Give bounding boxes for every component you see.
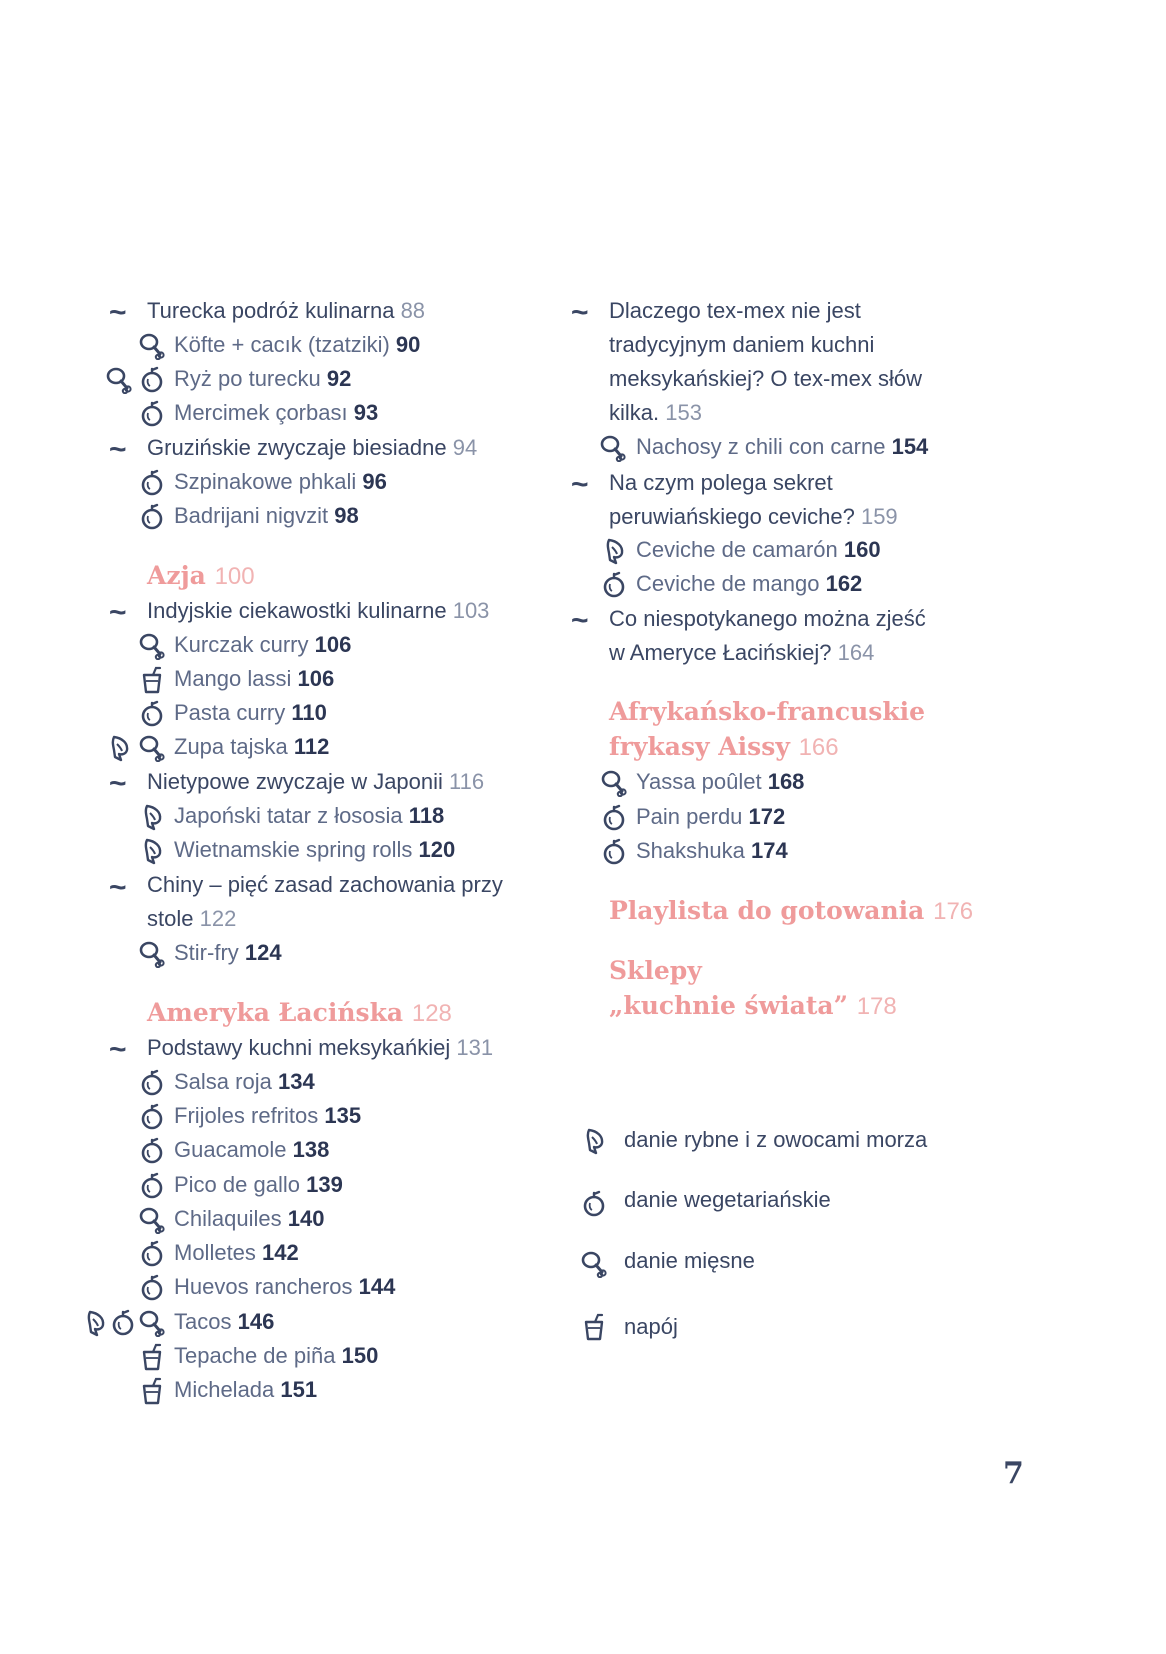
section-heading-sklepy-cont[interactable] — [609, 988, 897, 1025]
toc-entry-tacos[interactable] — [174, 1304, 274, 1340]
entry-title: Nachosy z chili con carne — [636, 434, 886, 459]
entry-title: kilka. — [609, 400, 660, 425]
entry-page: 138 — [292, 1137, 330, 1162]
entry-page: 116 — [449, 769, 485, 794]
toc-entry-pasta[interactable] — [174, 695, 327, 731]
entry-title: Badrijani nigvzit — [174, 503, 329, 528]
toc-entry-wietnamskie[interactable] — [174, 832, 455, 868]
vegetable-icon — [601, 838, 627, 866]
fish-icon — [139, 803, 165, 831]
toc-entry-ceviche-camaron[interactable] — [636, 532, 881, 568]
tilde-icon: ~ — [109, 296, 127, 329]
entry-page: 103 — [452, 598, 490, 623]
entry-title: Pasta curry — [174, 700, 286, 725]
entry-title: peruwiańskiego ceviche? — [609, 504, 855, 529]
toc-entry-nachosy[interactable] — [636, 429, 928, 465]
vegetable-icon — [139, 700, 165, 728]
entry-title: Nietypowe zwyczaje w Japonii — [147, 769, 443, 794]
toc-entry-co-niespotykanego-cont[interactable] — [609, 635, 874, 671]
entry-title: Köfte + cacık (tzatziki) — [174, 332, 390, 357]
toc-entry-badrijani[interactable] — [174, 498, 359, 534]
entry-title: Mango lassi — [174, 666, 292, 691]
toc-entry-japonski[interactable] — [174, 798, 444, 834]
entry-title: Turecka podróż kulinarna — [147, 298, 395, 323]
entry-title: Yassa poûlet — [636, 769, 762, 794]
entry-page: 144 — [358, 1274, 396, 1299]
meat-drumstick-icon — [139, 632, 165, 660]
entry-title: Mercimek çorbası — [174, 400, 348, 425]
entry-title: Molletes — [174, 1240, 256, 1265]
entry-page: 159 — [860, 504, 898, 529]
tilde-icon: ~ — [571, 296, 589, 329]
meat-drumstick-icon — [106, 366, 132, 394]
entry-page: 139 — [306, 1172, 343, 1197]
meat-drumstick-icon — [581, 1250, 607, 1278]
entry-page: 90 — [395, 332, 421, 357]
toc-entry-podstawy[interactable] — [147, 1030, 493, 1066]
vegetable-icon — [139, 1172, 165, 1200]
entry-page: 134 — [277, 1069, 315, 1094]
entry-title: Chilaquiles — [174, 1206, 282, 1231]
vegetable-icon — [139, 1240, 165, 1268]
entry-page: 172 — [748, 804, 786, 829]
vegetable-icon — [581, 1190, 607, 1218]
entry-page: 92 — [326, 366, 352, 391]
toc-entry-michelada[interactable] — [174, 1372, 317, 1408]
toc-entry-chilaquiles[interactable] — [174, 1201, 324, 1237]
toc-entry-dlaczego-cont[interactable] — [609, 361, 922, 397]
entry-title: Indyjskie ciekawostki kulinarne — [147, 598, 447, 623]
drink-cup-icon — [139, 666, 165, 694]
section-title: Sklepy — [609, 956, 702, 985]
section-heading-afrykansko[interactable] — [609, 694, 925, 730]
toc-entry-frijoles[interactable] — [174, 1098, 361, 1134]
toc-entry-pain[interactable] — [636, 799, 785, 835]
entry-title: Michelada — [174, 1377, 275, 1402]
entry-title: Gruzińskie zwyczaje biesiadne — [147, 435, 447, 460]
section-page: 166 — [798, 734, 839, 761]
toc-entry-kurczak[interactable] — [174, 627, 351, 663]
entry-page: 131 — [456, 1035, 494, 1060]
entry-title: Tepache de piña — [174, 1343, 336, 1368]
toc-entry-ceviche-mango[interactable] — [636, 566, 862, 602]
entry-page: 96 — [362, 469, 387, 494]
fish-icon — [601, 537, 627, 565]
vegetable-icon — [601, 804, 627, 832]
drink-cup-icon — [581, 1313, 607, 1341]
meat-drumstick-icon — [139, 1206, 165, 1234]
entry-title: Salsa roja — [174, 1069, 272, 1094]
entry-title: Dlaczego tex-mex nie jest — [609, 298, 861, 323]
toc-entry-shakshuka[interactable] — [636, 833, 788, 869]
section-page: 100 — [214, 563, 255, 590]
toc-entry-szpinakowe[interactable] — [174, 464, 387, 500]
entry-page: 164 — [837, 640, 875, 665]
toc-entry-chiny-cont[interactable] — [147, 901, 236, 937]
vegetable-icon — [601, 571, 627, 599]
entry-title: Kurczak curry — [174, 632, 309, 657]
entry-page: 98 — [334, 503, 359, 528]
section-page: 128 — [411, 1000, 452, 1027]
entry-title: Tacos — [174, 1309, 232, 1334]
section-title: Playlista do gotowania — [609, 896, 925, 925]
tilde-icon: ~ — [571, 468, 589, 501]
entry-page: 135 — [324, 1103, 362, 1128]
tilde-icon: ~ — [109, 767, 127, 800]
toc-entry-naczym[interactable] — [609, 465, 833, 501]
toc-entry-tepache[interactable] — [174, 1338, 378, 1374]
entry-title: Ceviche de camarón — [636, 537, 838, 562]
vegetable-icon — [139, 1103, 165, 1131]
toc-entry-ryz[interactable] — [174, 361, 351, 397]
toc-entry-turecka[interactable] — [147, 293, 425, 329]
fish-icon — [82, 1309, 108, 1337]
entry-page: 146 — [237, 1309, 275, 1334]
drink-cup-icon — [139, 1377, 165, 1405]
legend-drink-label: napój — [624, 1314, 678, 1339]
toc-entry-yassa[interactable] — [636, 764, 804, 800]
toc-entry-kofte[interactable] — [174, 327, 420, 363]
toc-entry-dlaczego-cont[interactable] — [609, 327, 874, 363]
toc-entry-indyjskie[interactable] — [147, 593, 489, 629]
drink-cup-icon — [139, 1343, 165, 1371]
entry-title: Zupa tajska — [174, 734, 288, 759]
vegetable-icon — [139, 1274, 165, 1302]
toc-entry-co-niespotykanego[interactable] — [609, 601, 926, 637]
fish-icon — [106, 734, 132, 762]
vegetable-icon — [139, 469, 165, 497]
section-title: Azja — [147, 561, 206, 590]
fish-icon — [581, 1127, 607, 1155]
meat-drumstick-icon — [139, 1309, 165, 1337]
meat-drumstick-icon — [139, 332, 165, 360]
entry-page: 112 — [293, 734, 330, 759]
toc-entry-zupa[interactable] — [174, 729, 329, 765]
entry-title: Ryż po turecku — [174, 366, 321, 391]
entry-page: 88 — [400, 298, 426, 323]
section-title: Afrykańsko-francuskie — [609, 697, 926, 726]
entry-page: 106 — [297, 666, 335, 691]
entry-page: 110 — [291, 700, 327, 725]
entry-page: 150 — [341, 1343, 379, 1368]
meat-drumstick-icon — [601, 769, 627, 797]
entry-title: Japoński tatar z łososia — [174, 803, 403, 828]
entry-page: 124 — [244, 940, 282, 965]
entry-page: 106 — [314, 632, 352, 657]
section-heading-azja[interactable] — [147, 558, 255, 595]
entry-page: 142 — [262, 1240, 299, 1265]
entry-title: Pico de gallo — [174, 1172, 300, 1197]
entry-page: 93 — [353, 400, 379, 425]
entry-page: 118 — [408, 803, 445, 828]
entry-page: 153 — [665, 400, 702, 425]
toc-entry-mercimek[interactable] — [174, 395, 378, 431]
toc-entry-dlaczego-cont[interactable] — [609, 395, 702, 431]
toc-entry-mango-lassi[interactable] — [174, 661, 334, 697]
tilde-icon: ~ — [571, 604, 589, 637]
tilde-icon: ~ — [109, 1033, 127, 1066]
toc-entry-naczym-cont[interactable] — [609, 499, 898, 535]
entry-page: 154 — [891, 434, 929, 459]
section-page: 176 — [933, 898, 974, 925]
entry-page: 151 — [280, 1377, 318, 1402]
section-title: Ameryka Łacińska — [147, 998, 404, 1027]
entry-title: Podstawy kuchni meksykańkiej — [147, 1035, 451, 1060]
tilde-icon: ~ — [109, 871, 127, 904]
entry-page: 94 — [452, 435, 478, 460]
toc-entry-gruzinskie[interactable] — [147, 430, 477, 466]
meat-drumstick-icon — [139, 734, 165, 762]
vegetable-icon — [139, 1069, 165, 1097]
entry-title: stole — [147, 906, 194, 931]
meat-drumstick-icon — [600, 434, 626, 462]
toc-entry-nietypowe[interactable] — [147, 764, 484, 800]
vegetable-icon — [139, 400, 165, 428]
entry-title: Szpinakowe phkali — [174, 469, 357, 494]
toc-entry-dlaczego[interactable] — [609, 293, 861, 329]
toc-entry-stirfry[interactable] — [174, 935, 282, 971]
section-heading-ameryka[interactable] — [147, 995, 452, 1032]
entry-title: w Ameryce Łacińskiej? — [609, 640, 832, 665]
legend-fish-label: danie rybne i z owocami morza — [624, 1127, 928, 1152]
entry-page: 168 — [767, 769, 805, 794]
toc-entry-huevos[interactable] — [174, 1269, 395, 1305]
vegetable-icon — [139, 1137, 165, 1165]
section-title: „kuchnie świata” — [609, 991, 848, 1020]
vegetable-icon — [139, 366, 165, 394]
section-heading-sklepy[interactable] — [609, 953, 702, 989]
entry-page: 120 — [418, 837, 456, 862]
section-page: 178 — [856, 993, 897, 1020]
entry-title: Co niespotykanego można zjeść — [609, 606, 926, 631]
fish-icon — [139, 837, 165, 865]
entry-title: meksykańskiej? O tex-mex słów — [609, 366, 922, 391]
entry-page: 174 — [750, 838, 788, 863]
toc-entry-salsa[interactable] — [174, 1064, 315, 1100]
entry-title: Wietnamskie spring rolls — [174, 837, 413, 862]
toc-entry-molletes[interactable] — [174, 1235, 299, 1271]
entry-title: Huevos rancheros — [174, 1274, 353, 1299]
entry-title: Na czym polega sekret — [609, 470, 833, 495]
meat-drumstick-icon — [139, 940, 165, 968]
entry-page: 122 — [199, 906, 237, 931]
entry-title: tradycyjnym daniem kuchni — [609, 332, 875, 357]
page-number: 7 — [1003, 1456, 1024, 1491]
entry-title: Shakshuka — [636, 838, 745, 863]
entry-title: Guacamole — [174, 1137, 287, 1162]
toc-entry-chiny[interactable] — [147, 867, 503, 903]
toc-entry-guacamole[interactable] — [174, 1132, 329, 1168]
legend-meat-label: danie mięsne — [624, 1248, 755, 1273]
toc-entry-pico[interactable] — [174, 1167, 343, 1203]
legend-veg-label: danie wegetariańskie — [624, 1187, 831, 1212]
tilde-icon: ~ — [109, 433, 127, 466]
entry-title: Pain perdu — [636, 804, 743, 829]
entry-page: 160 — [843, 537, 881, 562]
entry-title: Frijoles refritos — [174, 1103, 319, 1128]
section-heading-afrykansko-cont[interactable] — [609, 729, 839, 766]
entry-page: 140 — [287, 1206, 325, 1231]
vegetable-icon — [139, 503, 165, 531]
section-title: frykasy Aissy — [609, 732, 790, 761]
section-heading-playlista[interactable] — [609, 893, 973, 930]
entry-page: 162 — [825, 571, 863, 596]
tilde-icon: ~ — [109, 596, 127, 629]
entry-title: Stir-fry — [174, 940, 239, 965]
vegetable-icon — [110, 1309, 136, 1337]
entry-title: Ceviche de mango — [636, 571, 820, 596]
entry-title: Chiny – pięć zasad zachowania przy — [147, 872, 503, 897]
